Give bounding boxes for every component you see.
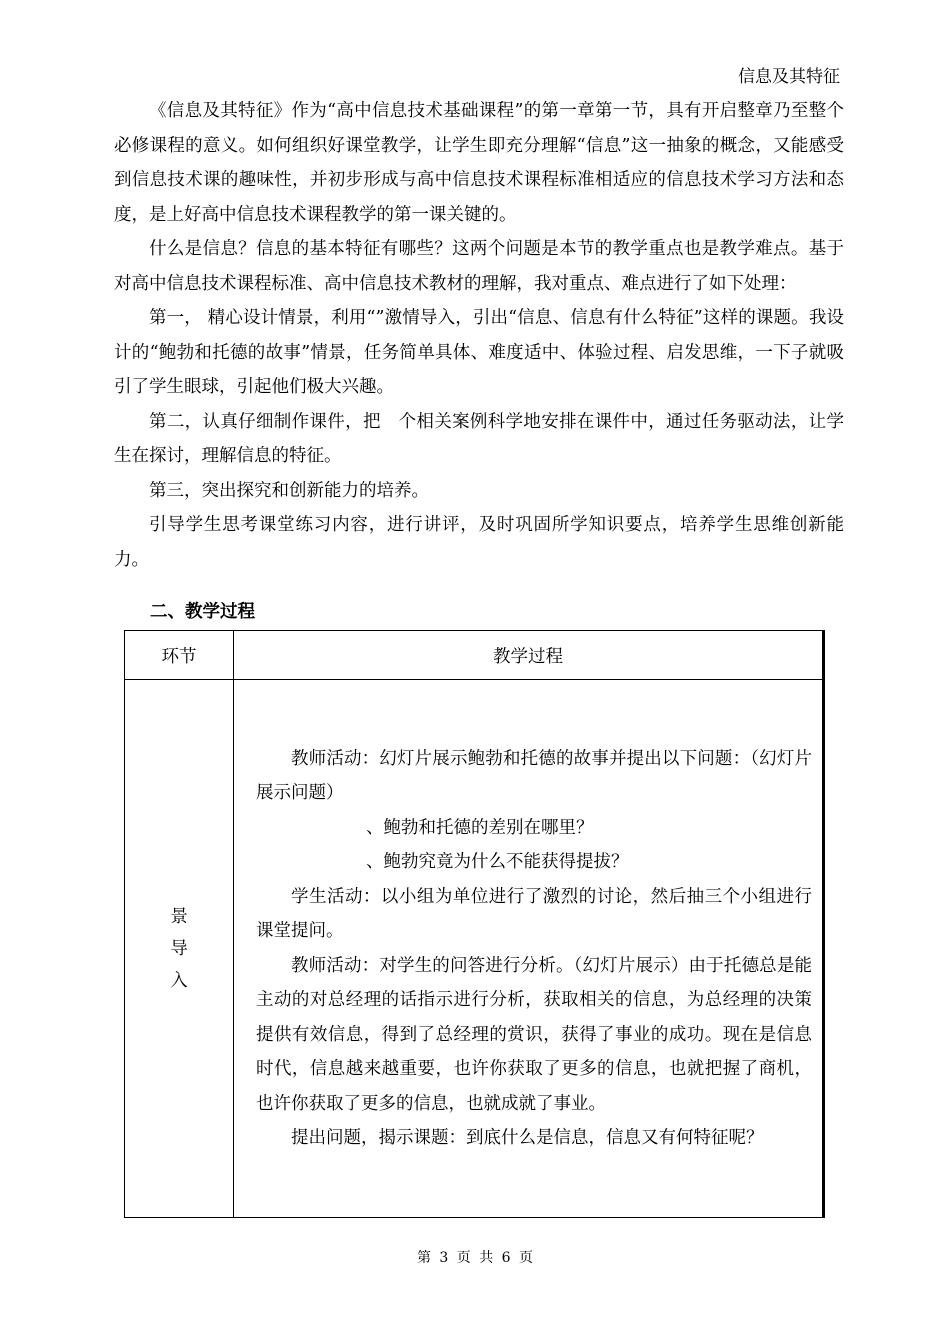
question-item: 、鲍勃和托德的差别在哪里？	[366, 817, 594, 838]
intro-paragraph: 什么是信息？信息的基本特征有哪些？这两个问题是本节的教学重点也是教学难点。基于对高中信息技术课程标准、高中信息技术教材的理解，我对重点、难点进行了如下处理：	[114, 239, 844, 294]
teacher-activity: 教师活动：对学生的问答进行分析。（幻灯片展示）由于托德总是能主动的对总经理的话指示进行分析，获取相关的信息，为总经理的决策提供有效信息，得到了总经理的赏识，获得了事业的成功。现在是信息时代，信息越来越重要，也许你获取了更多的信息，也就把握了商机，也许你获取了更多的信息，也就成就了事业。	[256, 955, 812, 1114]
column-header-process: 教学过程	[234, 631, 824, 680]
teaching-process-table	[124, 630, 825, 1218]
intro-paragraph: 第二，认真仔细制作课件，把 个相关案例科学地安排在课件中，通过任务驱动法，让学生在探讨，理解信息的特征。	[114, 411, 844, 466]
closing-question: 提出问题，揭示课题：到底什么是信息，信息又有何特征呢？	[291, 1128, 764, 1148]
process-cell	[234, 680, 824, 1218]
table-header-row	[125, 631, 824, 680]
question-item: 、鲍勃究竟为什么不能获得提拔？	[366, 852, 629, 872]
teacher-activity: 教师活动：幻灯片展示鲍勃和托德的故事并提出以下问题：（幻灯片展示问题）	[256, 748, 812, 803]
intro-section	[114, 94, 844, 577]
intro-paragraph: 第三，突出探究和创新能力的培养。	[149, 480, 429, 501]
intro-paragraph: 《信息及其特征》作为“高中信息技术基础课程”的第一章第一节，具有开启整章乃至整个必修课程的意义。如何组织好课堂教学，让学生即充分理解“信息”这一抽象的概念，又能感受到信息技术课的趣味性，并初步形成与高中信息技术课程标准相适应的信息技术学习方法和态度，是上好高中信息技术课程教学的第一课关键的。	[114, 101, 844, 225]
running-header: 信息及其特征	[738, 67, 840, 87]
stage-char: 景	[170, 906, 188, 927]
stage-cell	[125, 680, 234, 1218]
column-header-stage: 环节	[125, 631, 234, 680]
stage-char: 导	[170, 938, 188, 959]
stage-char: 入	[170, 970, 188, 991]
intro-paragraph: 引导学生思考课堂练习内容，进行讲评，及时巩固所学知识要点，培养学生思维创新能力。	[114, 515, 844, 570]
section-title: 二、教学过程	[150, 602, 255, 622]
page-footer: 第 3 页 共 6 页	[416, 1250, 534, 1266]
intro-paragraph: 第一， 精心设计情景，利用“”激情导入，引出“信息、信息有什么特征”这样的课题。我设计的“鲍勃和托德的故事”情景，任务简单具体、难度适中、体验过程、启发思维，一下子就吸引了学生眼球，引起他们极大兴趣。	[114, 308, 844, 397]
table-row	[125, 680, 824, 1218]
student-activity: 学生活动：以小组为单位进行了激烈的讨论，然后抽三个小组进行课堂提问。	[256, 886, 812, 941]
